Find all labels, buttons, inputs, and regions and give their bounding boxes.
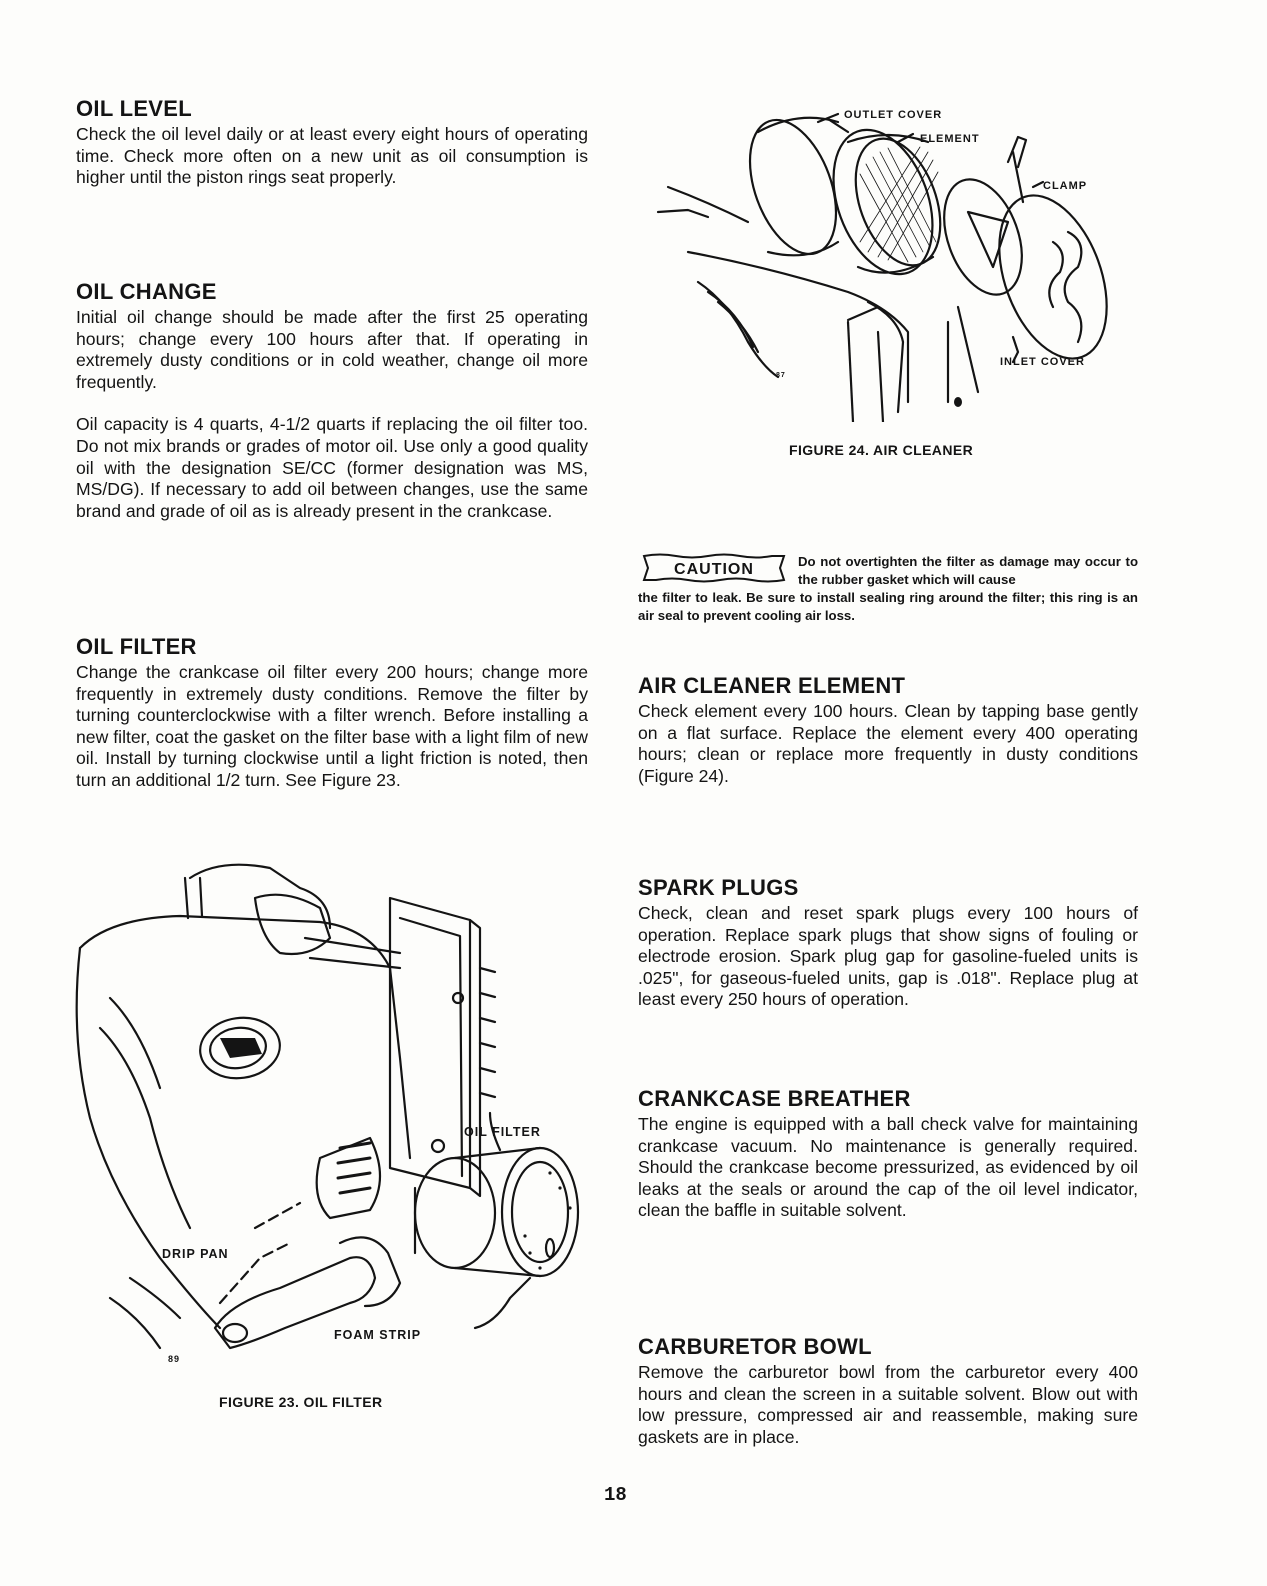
- section-body: Check the oil level daily or at least every eight hours of operating time. Check more often on a new unit as oil consumption is higher until the piston rings seat properly.: [76, 124, 588, 188]
- section-body: The engine is equipped with a ball check valve for maintaining crankcase vacuum. No maintenance is generally required. Should the crankcase become pressurized, as evidenced by oil leaks at the seals or around the cap of the oil level indicator, clean the baffle in suitable solvent.: [638, 1114, 1138, 1221]
- section-body-2: Oil capacity is 4 quarts, 4-1/2 quarts if replacing the oil filter too. Do not mix brands or grades of motor oil. Use only a good quality oil with the designation SE/CC (former designation was MS, MS/DG). If necessary to add oil between changes, use the same brand and grade of oil as is already present in the crankcase.: [76, 414, 588, 521]
- caution-line-1: Do not overtighten the filter as damage may occur to the rubber gasket which will cause: [798, 554, 1138, 587]
- section-body: Remove the carburetor bowl from the carburetor every 400 hours and clean the screen in a suitable solvent. Blow out with low pressure, compressed air and reassemble, making sure gaskets are in place.: [638, 1362, 1138, 1447]
- label-inlet-cover: INLET COVER: [1000, 356, 1085, 368]
- figure-oil-filter-illustration: [70, 858, 590, 1378]
- figure-air-cleaner-illustration: [648, 92, 1118, 422]
- section-carburetor-bowl: [638, 1334, 1138, 1448]
- label-figure-code: 89: [168, 1354, 181, 1364]
- section-title: AIR CLEANER ELEMENT: [638, 673, 906, 698]
- section-title: SPARK PLUGS: [638, 875, 799, 900]
- section-title: OIL LEVEL: [76, 96, 192, 121]
- label-outlet-cover: OUTLET COVER: [844, 109, 943, 121]
- section-crankcase-breather: [638, 1086, 1138, 1222]
- figure-24-caption: FIGURE 24. AIR CLEANER: [789, 442, 974, 458]
- section-spark-plugs: [638, 875, 1138, 1011]
- section-body: Initial oil change should be made after the first 25 operating hours; change every 100 hours after that. If operating in extremely dusty conditions or in cold weather, change oil more frequently.: [76, 307, 588, 392]
- section-body: Change the crankcase oil filter every 200 hours; change more frequently in extremely dusty conditions. Remove the filter by turning counterclockwise with a filter wrench. Before installing a new filter, coat the gasket on the filter base with a light film of new oil. Install by turning clockwise until a light friction is noted, then turn an additional 1/2 turn. See Figure 23.: [76, 662, 588, 790]
- page-number: 18: [604, 1484, 627, 1506]
- section-oil-level: [76, 96, 588, 189]
- section-title: CARBURETOR BOWL: [638, 1334, 872, 1359]
- section-title: OIL FILTER: [76, 634, 197, 659]
- label-figure-code: 87: [776, 372, 786, 379]
- label-element: ELEMENT: [920, 133, 980, 145]
- section-title: OIL CHANGE: [76, 279, 217, 304]
- caution-badge-label: CAUTION: [674, 561, 754, 578]
- caution-line-2: the filter to leak. Be sure to install sealing ring around the filter; this ring is an air seal to prevent cooling air loss.: [638, 590, 1138, 623]
- section-body: Check, clean and reset spark plugs every 100 hours of operation. Replace spark plugs that show signs of fouling or electrode erosion. Spark plug gap for gasoline-fueled units is .025", for gaseous-fueled units, gap is .018". Replace plug at least every 250 hours of operation.: [638, 903, 1138, 1010]
- label-drip-pan: DRIP PAN: [162, 1247, 229, 1261]
- section-body: Check element every 100 hours. Clean by tapping base gently on a flat surface. Replace the element every 400 operating hours; clean or replace more frequently in dusty conditions (Figure 24).: [638, 701, 1138, 786]
- section-oil-change: [76, 279, 588, 522]
- section-air-cleaner-element: [638, 673, 1138, 787]
- label-oil-filter: OIL FILTER: [464, 1125, 541, 1139]
- caution-badge-icon: [640, 553, 788, 583]
- section-oil-filter: [76, 634, 588, 792]
- figure-23-caption: FIGURE 23. OIL FILTER: [219, 1394, 383, 1410]
- label-clamp: CLAMP: [1043, 180, 1088, 192]
- label-foam-strip: FOAM STRIP: [334, 1328, 422, 1342]
- caution-notice: [638, 553, 1138, 625]
- section-title: CRANKCASE BREATHER: [638, 1086, 911, 1111]
